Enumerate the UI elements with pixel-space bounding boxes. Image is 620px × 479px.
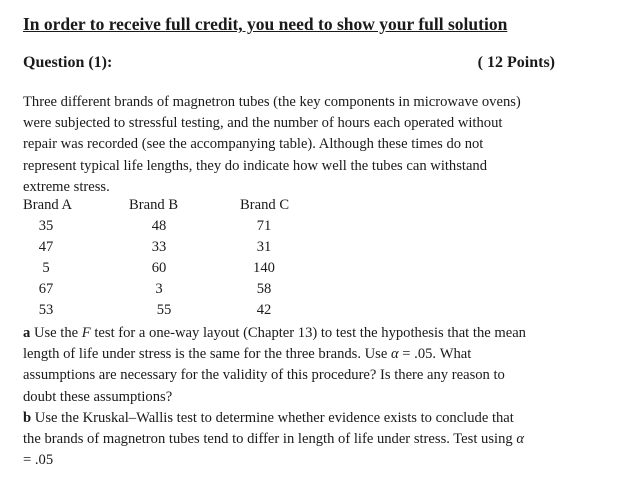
table-cell: 71	[256, 218, 272, 234]
table-cell: 60	[151, 260, 167, 276]
question-title: Question (1):	[23, 54, 113, 71]
intro-line: were subjected to stressful testing, and the number of hours each operated without	[23, 115, 503, 132]
table-cell: 35	[38, 218, 54, 234]
part-b-text: the brands of magnetron tubes tend to differ in length of life under stress. Test using	[23, 431, 517, 448]
table-cell: 3	[155, 281, 163, 297]
table-cell: 67	[38, 281, 54, 297]
table-cell: 42	[256, 302, 272, 318]
data-table	[23, 197, 343, 323]
part-b-line	[23, 408, 598, 429]
intro-line: repair was recorded (see the accompanying table). Although these times do not	[23, 136, 484, 153]
part-a-letter: a	[23, 325, 31, 341]
table-cell: 140	[253, 260, 275, 276]
question-points: ( 12 Points)	[477, 54, 555, 71]
part-b-line: = .05	[23, 452, 54, 469]
table-cell: 31	[256, 239, 272, 255]
alpha-symbol: α	[390, 346, 399, 363]
table-cell: 5	[42, 260, 50, 276]
table-cell: 48	[151, 218, 167, 234]
part-a-text: = .05. What	[398, 346, 472, 363]
table-cell: 33	[151, 239, 167, 255]
intro-line: extreme stress.	[23, 178, 110, 195]
column-header-brand-c: Brand C	[240, 197, 290, 213]
intro-line: represent typical life lengths, they do indicate how well the tubes can withstand	[23, 157, 488, 174]
part-b-letter: b	[23, 409, 32, 426]
question-parts	[23, 323, 598, 471]
part-a-text: length of life under stress is the same for the three brands. Use	[23, 346, 391, 363]
column-header-brand-a: Brand A	[23, 197, 73, 213]
instruction-header: In order to receive full credit, you need to show your full solution	[23, 14, 508, 34]
table-cell: 58	[256, 281, 272, 297]
part-a-text: Use the	[30, 325, 82, 341]
intro-line: Three different brands of magnetron tubes (the key components in microwave ovens)	[23, 94, 521, 110]
part-a-line	[23, 323, 598, 344]
part-a-text: test for a one-way layout (Chapter 13) to test the hypothesis that the mean	[90, 325, 526, 341]
part-b-line	[23, 429, 598, 450]
table-cell: 55	[156, 302, 172, 318]
part-a-line: assumptions are necessary for the validity of this procedure? Is there any reason to	[23, 367, 505, 384]
f-variable: F	[81, 325, 91, 341]
part-a-line: doubt these assumptions?	[23, 388, 173, 405]
table-cell: 47	[38, 239, 54, 255]
table-cell: 53	[38, 302, 54, 318]
column-header-brand-b: Brand B	[129, 197, 179, 213]
intro-paragraph	[23, 92, 593, 198]
part-b-text: Use the Kruskal–Wallis test to determine whether evidence exists to conclude that	[31, 409, 514, 426]
alpha-symbol: α	[516, 431, 524, 448]
part-a-line	[23, 344, 598, 365]
